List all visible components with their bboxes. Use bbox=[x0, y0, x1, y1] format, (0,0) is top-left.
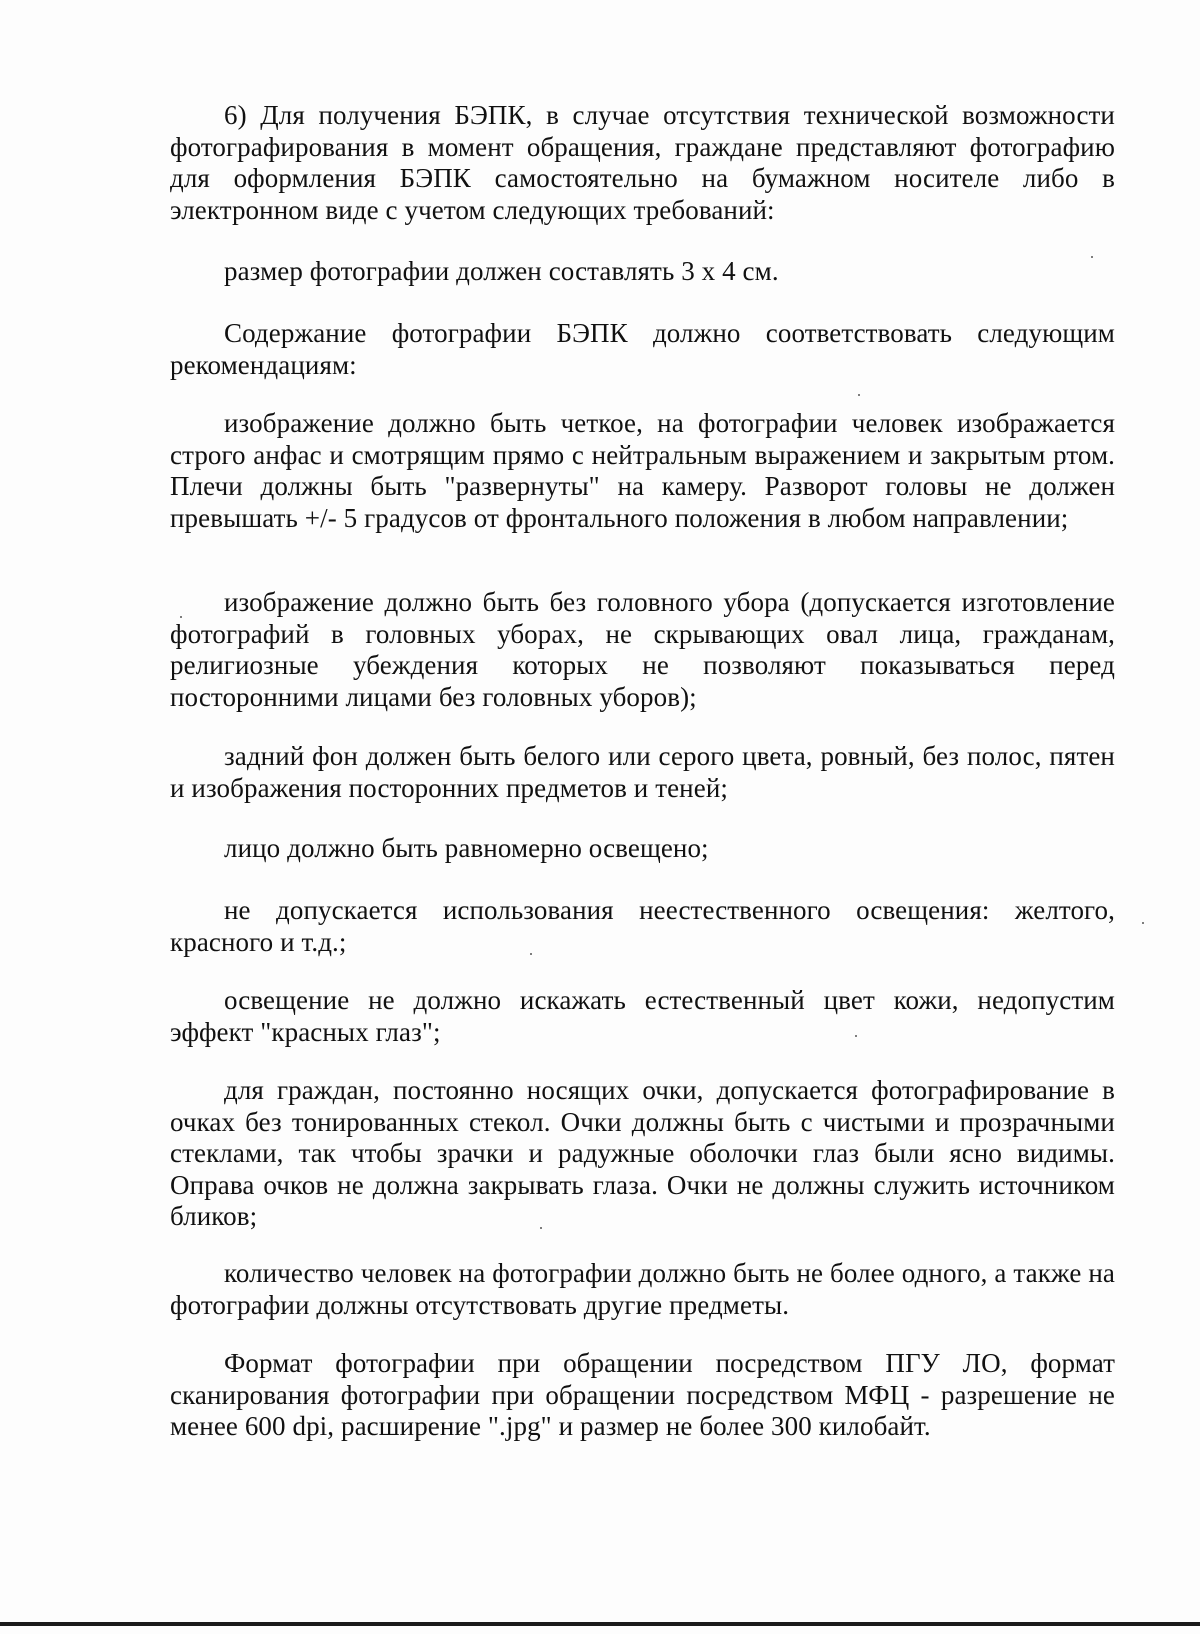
paragraph-glasses: для граждан, постоянно носящих очки, допускается фотографирование в очках без тонированных стекол. Очки должны быть с чистыми и прозрачными стеклами, так чтобы зрачки и радужные оболочки глаз были ясно видимы. Оправа очков не должна закрывать глаза. Очки не должны служить источником бликов; bbox=[170, 1075, 1115, 1231]
paragraph-content-recommendations: Содержание фотографии БЭПК должно соответствовать следующим рекомендациям: bbox=[170, 318, 1115, 380]
scan-speck bbox=[180, 616, 182, 618]
paragraph-background: задний фон должен быть белого или серого цвета, ровный, без полос, пятен и изображения посторонних предметов и теней; bbox=[170, 741, 1115, 803]
paragraph-photo-requirements-intro: 6) Для получения БЭПК, в случае отсутствия технической возможности фотографирования в момент обращения, граждане представляют фотографию для оформления БЭПК самостоятельно на бумажном носителе либо в электронном виде с учетом следующих требований: bbox=[170, 100, 1115, 225]
scan-edge-line bbox=[0, 1622, 1200, 1626]
paragraph-file-format: Формат фотографии при обращении посредством ПГУ ЛО, формат сканирования фотографии при обращении посредством МФЦ - разрешение не менее 600 dpi, расширение ".jpg" и размер не более 300 килобайт. bbox=[170, 1348, 1115, 1441]
scan-speck bbox=[1142, 922, 1144, 924]
paragraph-clear-image: изображение должно быть четкое, на фотографии человек изображается строго анфас и смотрящим прямо с нейтральным выражением и закрытым ртом. Плечи должны быть "развернуты" на камеру. Разворот головы не должен превышать +/- 5 градусов от фронтального положения в любом направлении; bbox=[170, 408, 1115, 533]
paragraph-photo-size: размер фотографии должен составлять 3 х 4 см. bbox=[224, 256, 779, 286]
paragraph-skin-color: освещение не должно искажать естественный цвет кожи, недопустим эффект "красных глаз"; bbox=[170, 985, 1115, 1047]
paragraph-even-lighting: лицо должно быть равномерно освещено; bbox=[224, 833, 709, 863]
scan-speck bbox=[540, 1227, 542, 1229]
scan-speck bbox=[855, 1035, 857, 1037]
paragraph-unnatural-lighting: не допускается использования неестественного освещения: желтого, красного и т.д.; bbox=[170, 895, 1115, 957]
paragraph-no-headwear: изображение должно быть без головного убора (допускается изготовление фотографий в головных уборах, не скрывающих овал лица, гражданам, религиозные убеждения которых не позволяют показываться перед посторонними лицами без головных уборов); bbox=[170, 587, 1115, 712]
scan-speck bbox=[1091, 256, 1093, 258]
paragraph-single-person: количество человек на фотографии должно быть не более одного, а также на фотографии должны отсутствовать другие предметы. bbox=[170, 1258, 1115, 1320]
scan-speck bbox=[858, 394, 860, 396]
scan-speck bbox=[530, 953, 532, 955]
